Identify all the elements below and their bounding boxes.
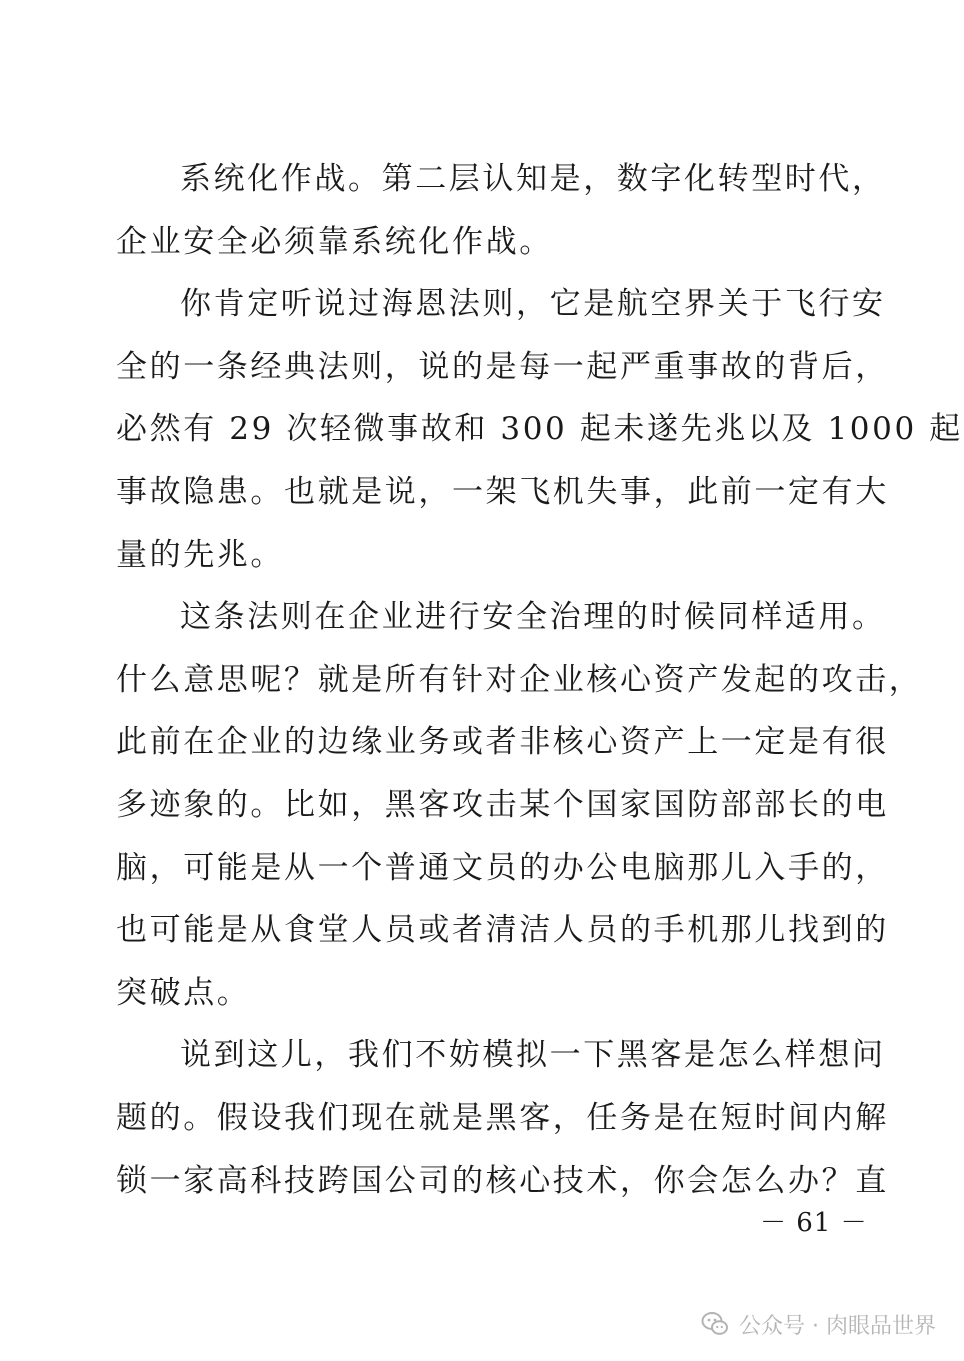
text-line: 量的先兆。 — [116, 536, 284, 573]
text-line: 也可能是从食堂人员或者清洁人员的手机那儿找到的 — [116, 912, 889, 949]
watermark — [701, 1304, 936, 1344]
body-text — [116, 148, 963, 1212]
text-line: 全的一条经典法则，说的是每一起严重事故的背后， — [116, 348, 889, 385]
wechat-icon — [701, 1310, 729, 1338]
text-line: 这条法则在企业进行安全治理的时候同样适用。 — [180, 599, 886, 636]
text-line: 你肯定听说过海恩法则，它是航空界关于飞行安 — [180, 286, 886, 323]
watermark-text: 公众号 · 肉眼品世界 — [739, 1313, 936, 1339]
text-line: 突破点。 — [116, 974, 251, 1011]
text-line: 锁一家高科技跨国公司的核心技术，你会怎么办？直 — [116, 1162, 889, 1199]
text-line: 题的。假设我们现在就是黑客，任务是在短时间内解 — [116, 1099, 889, 1136]
page-number: － 61 － — [760, 1208, 868, 1238]
text-line: 企业安全必须靠系统化作战。 — [116, 223, 553, 260]
text-line: 事故隐患。也就是说，一架飞机失事，此前一定有大 — [116, 473, 889, 510]
text-line: 此前在企业的边缘业务或者非核心资产上一定是有很 — [116, 724, 889, 761]
text-line: 什么意思呢？就是所有针对企业核心资产发起的攻击， — [116, 661, 923, 698]
text-line: 必然有 29 次轻微事故和 300 起未遂先兆以及 1000 起 — [116, 411, 963, 448]
text-line: 多迹象的。比如，黑客攻击某个国家国防部部长的电 — [116, 786, 889, 823]
text-line: 系统化作战。第二层认知是，数字化转型时代， — [180, 161, 886, 197]
text-line: 脑，可能是从一个普通文员的办公电脑那儿入手的， — [116, 849, 889, 886]
text-line: 说到这儿，我们不妨模拟一下黑客是怎么样想问 — [180, 1037, 886, 1074]
